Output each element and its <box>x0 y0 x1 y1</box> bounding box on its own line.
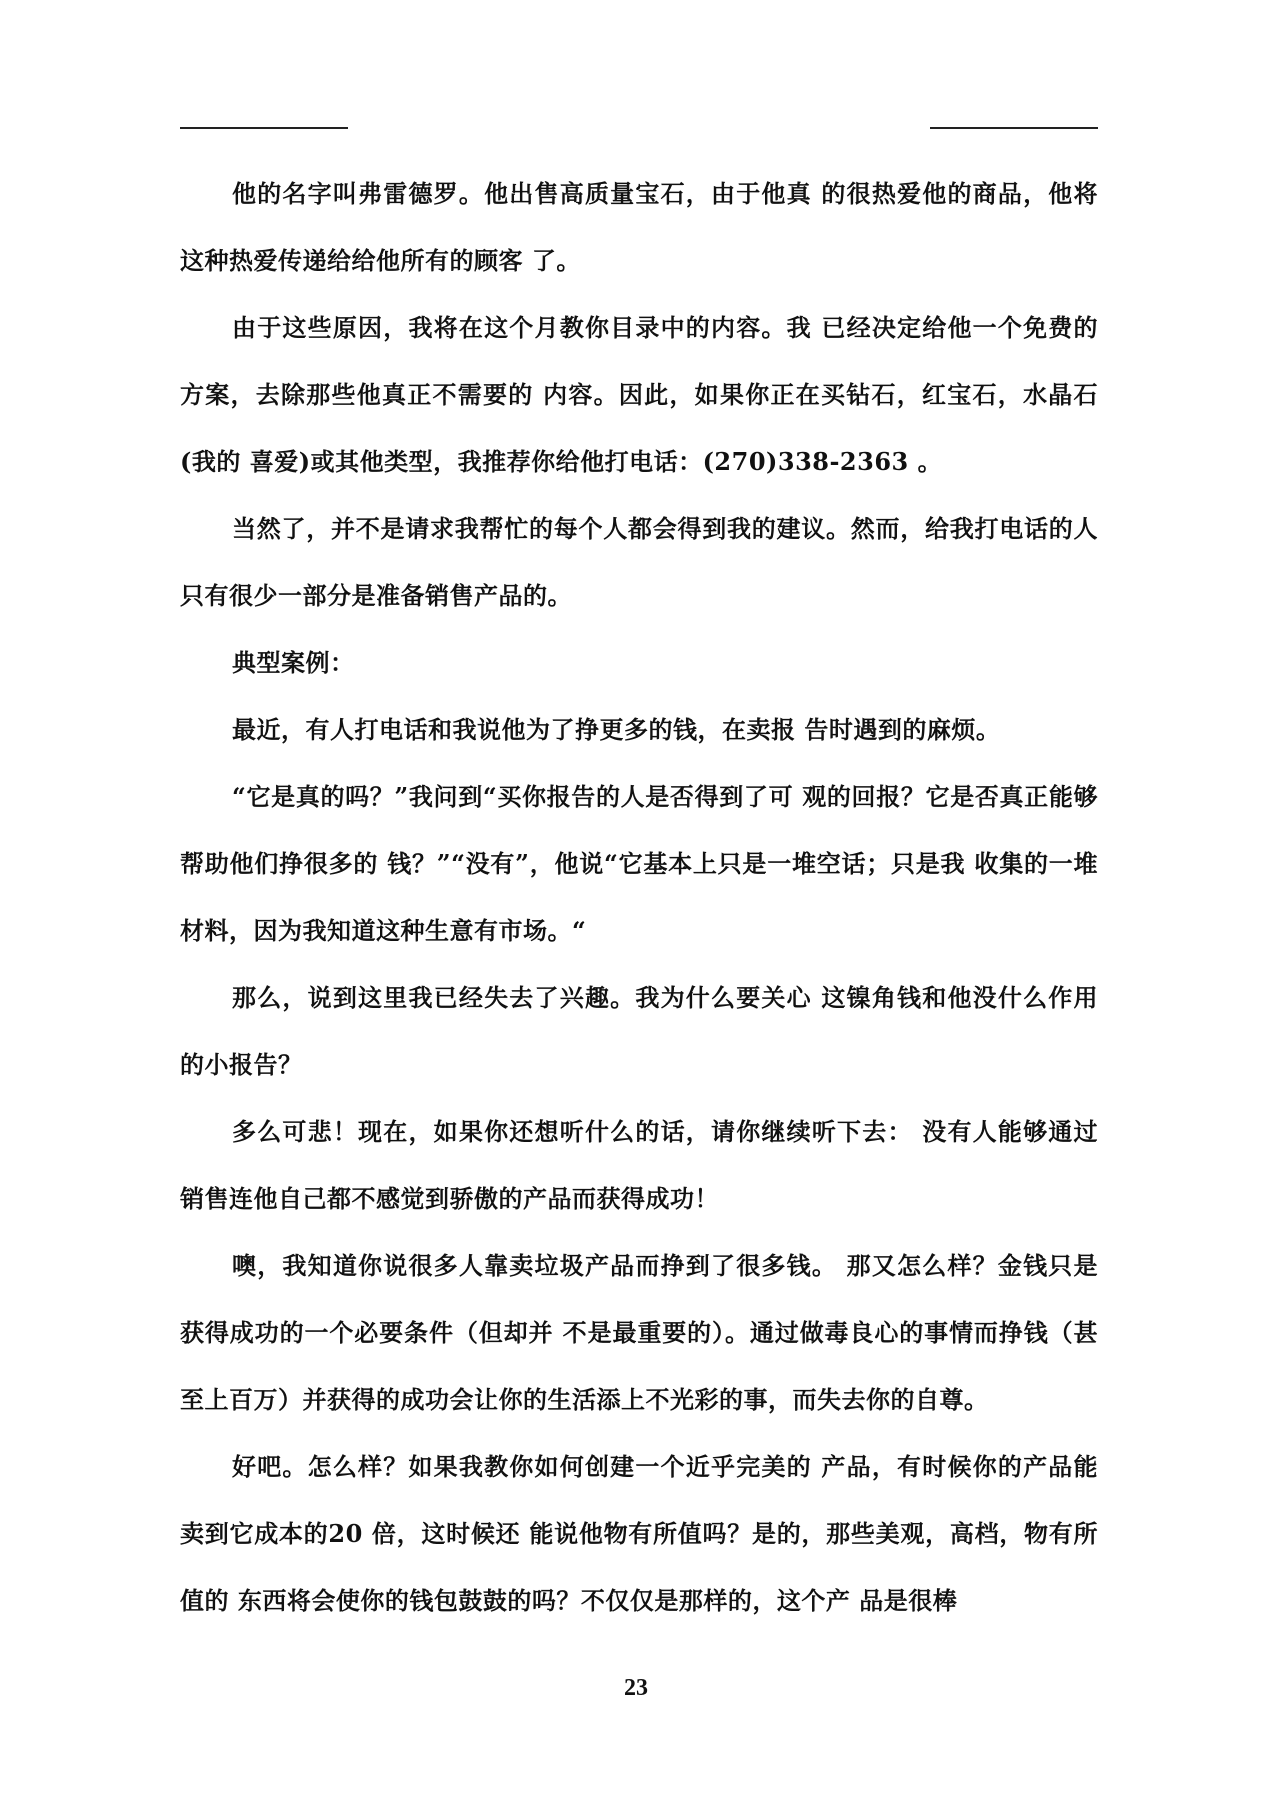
paragraph: 最近，有人打电话和我说他为了挣更多的钱，在卖报 告时遇到的麻烦。 <box>232 715 1001 744</box>
header-rule-left <box>180 127 348 129</box>
section-heading: 典型案例： <box>232 648 355 677</box>
header-rule-right <box>930 127 1098 129</box>
paragraph: 噢，我知道你说很多人靠卖垃圾产品而挣到了很多钱。 那又怎么样？金钱只是获得成功的一个必要条件（但却并 不是最重要的）。通过做毒良心的事情而挣钱（甚至上百万）并获得的成功会让你的生活添上不光彩的事，而失去你的自尊。 <box>180 1251 1098 1414</box>
paragraph: 当然了，并不是请求我帮忙的每个人都会得到我的建议。然而，给我打电话的人只有很少一部分是准备销售产品的。 <box>180 514 1098 610</box>
document-body <box>180 160 1098 1634</box>
page-number: 23 <box>624 1675 648 1701</box>
paragraph: 由于这些原因，我将在这个月教你目录中的内容。我 已经决定给他一个免费的方案，去除那些他真正不需要的 内容。因此，如果你正在买钻石，红宝石，水晶石(我的 喜爱)或其他类型，我推荐你给他打电话：(270)338-2363 。 <box>180 313 1098 476</box>
paragraph: “它是真的吗？”我问到“买你报告的人是否得到了可 观的回报？它是否真正能够帮助他们挣很多的 钱？”“没有”，他说“它基本上只是一堆空话；只是我 收集的一堆材料，因为我知道这种生意有市场。“ <box>180 782 1098 945</box>
paragraph: 多么可悲！现在，如果你还想听什么的话，请你继续听下去： 没有人能够通过销售连他自己都不感觉到骄傲的产品而获得成功！ <box>180 1117 1098 1213</box>
paragraph: 他的名字叫弗雷德罗。他出售高质量宝石，由于他真 的很热爱他的商品，他将这种热爱传递给给他所有的顾客 了。 <box>180 179 1098 275</box>
paragraph: 那么，说到这里我已经失去了兴趣。我为什么要关心 这镍角钱和他没什么作用的小报告？ <box>180 983 1098 1079</box>
paragraph: 好吧。怎么样？如果我教你如何创建一个近乎完美的 产品，有时候你的产品能卖到它成本的20 倍，这时候还 能说他物有所值吗？是的，那些美观，高档，物有所值的 东西将会使你的钱包鼓鼓的吗？不仅仅是那样的，这个产 品是很棒 <box>180 1452 1098 1615</box>
